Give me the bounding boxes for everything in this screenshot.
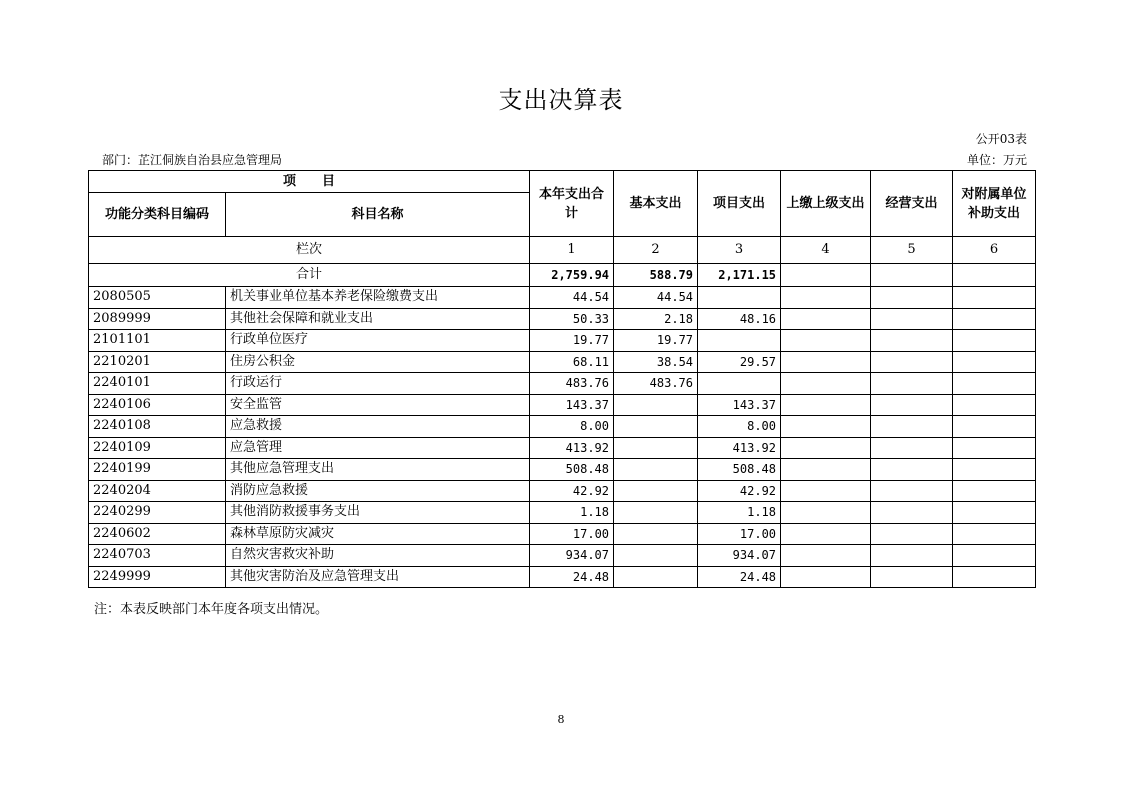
row-value: [953, 351, 1036, 373]
row-value: 413.92: [530, 437, 614, 459]
row-value: 508.48: [698, 459, 781, 481]
footnote: 注：本表反映部门本年度各项支出情况。: [94, 602, 329, 617]
header-col-total: 本年支出合计: [530, 171, 614, 237]
row-name: 消防应急救援: [226, 480, 530, 502]
row-name: 行政运行: [226, 373, 530, 395]
table-row: [89, 394, 1036, 416]
table-row: [89, 480, 1036, 502]
row-value: [614, 523, 698, 545]
row-value: [871, 437, 953, 459]
row-value: [781, 373, 871, 395]
header-col-operating: 经营支出: [871, 171, 953, 237]
row-value: 17.00: [698, 523, 781, 545]
row-value: [698, 287, 781, 309]
row-value: 1.18: [698, 502, 781, 524]
row-code: 2240703: [89, 545, 226, 567]
row-value: [871, 545, 953, 567]
row-code: 2240101: [89, 373, 226, 395]
row-value: 934.07: [530, 545, 614, 567]
row-code: 2240204: [89, 480, 226, 502]
row-value: [953, 308, 1036, 330]
total-value: [781, 264, 871, 287]
header-col-basic: 基本支出: [614, 171, 698, 237]
row-value: 42.92: [698, 480, 781, 502]
table-row: [89, 437, 1036, 459]
row-value: [781, 523, 871, 545]
row-value: [871, 416, 953, 438]
form-number: 公开03表: [975, 132, 1027, 146]
row-value: [698, 330, 781, 352]
row-code: 2210201: [89, 351, 226, 373]
table-row: [89, 459, 1036, 481]
row-value: [953, 373, 1036, 395]
row-value: [614, 545, 698, 567]
row-code: 2080505: [89, 287, 226, 309]
row-value: 24.48: [698, 566, 781, 588]
row-code: 2240109: [89, 437, 226, 459]
row-value: [953, 287, 1036, 309]
row-value: 50.33: [530, 308, 614, 330]
column-no-label: 栏次: [89, 237, 530, 264]
row-value: 68.11: [530, 351, 614, 373]
row-value: [781, 545, 871, 567]
column-no: 4: [781, 237, 871, 264]
row-value: [781, 308, 871, 330]
row-value: 483.76: [530, 373, 614, 395]
unit-label: 单位：万元: [966, 153, 1027, 167]
row-name: 安全监管: [226, 394, 530, 416]
column-no: 6: [953, 237, 1036, 264]
row-code: 2089999: [89, 308, 226, 330]
total-label: 合计: [89, 264, 530, 287]
table-row: [89, 502, 1036, 524]
column-no: 1: [530, 237, 614, 264]
row-value: 44.54: [614, 287, 698, 309]
row-value: [614, 416, 698, 438]
row-value: [953, 459, 1036, 481]
row-value: [871, 394, 953, 416]
row-value: [871, 287, 953, 309]
row-value: [953, 502, 1036, 524]
row-value: 17.00: [530, 523, 614, 545]
table-row: [89, 373, 1036, 395]
row-value: 38.54: [614, 351, 698, 373]
row-value: [871, 566, 953, 588]
row-value: 29.57: [698, 351, 781, 373]
row-value: [871, 459, 953, 481]
row-value: 19.77: [530, 330, 614, 352]
row-value: [781, 437, 871, 459]
row-value: [871, 523, 953, 545]
row-code: 2240602: [89, 523, 226, 545]
row-name: 森林草原防灾减灾: [226, 523, 530, 545]
row-value: [781, 566, 871, 588]
row-value: [614, 394, 698, 416]
row-value: 143.37: [698, 394, 781, 416]
header-project: 项 目: [89, 171, 530, 193]
row-value: [614, 502, 698, 524]
row-value: [614, 566, 698, 588]
total-value: 2,171.15: [698, 264, 781, 287]
row-name: 行政单位医疗: [226, 330, 530, 352]
row-value: [614, 437, 698, 459]
row-name: 自然灾害救灾补助: [226, 545, 530, 567]
row-value: 42.92: [530, 480, 614, 502]
row-value: 19.77: [614, 330, 698, 352]
row-value: 934.07: [698, 545, 781, 567]
header-name: 科目名称: [226, 193, 530, 237]
table-row: [89, 287, 1036, 309]
row-name: 其他消防救援事务支出: [226, 502, 530, 524]
column-no: 3: [698, 237, 781, 264]
total-value: 2,759.94: [530, 264, 614, 287]
row-value: [781, 459, 871, 481]
row-value: [953, 330, 1036, 352]
row-name: 应急救援: [226, 416, 530, 438]
row-value: [871, 330, 953, 352]
row-value: [781, 287, 871, 309]
row-name: 其他社会保障和就业支出: [226, 308, 530, 330]
row-value: 413.92: [698, 437, 781, 459]
header-col-remit: 上缴上级支出: [781, 171, 871, 237]
table-row: [89, 545, 1036, 567]
row-value: [871, 308, 953, 330]
row-value: 1.18: [530, 502, 614, 524]
row-name: 应急管理: [226, 437, 530, 459]
row-value: 483.76: [614, 373, 698, 395]
row-value: [953, 416, 1036, 438]
column-no: 5: [871, 237, 953, 264]
row-value: [871, 373, 953, 395]
row-value: [953, 480, 1036, 502]
row-code: 2240108: [89, 416, 226, 438]
row-value: [781, 416, 871, 438]
page-title: 支出决算表: [498, 86, 624, 114]
table-row: [89, 308, 1036, 330]
table-row: [89, 330, 1036, 352]
row-value: [953, 566, 1036, 588]
row-value: [953, 523, 1036, 545]
row-value: [871, 502, 953, 524]
table-row: [89, 523, 1036, 545]
row-value: 143.37: [530, 394, 614, 416]
row-value: [871, 351, 953, 373]
table-row: [89, 566, 1036, 588]
row-value: [698, 373, 781, 395]
row-value: 8.00: [698, 416, 781, 438]
row-value: [953, 545, 1036, 567]
row-value: 48.16: [698, 308, 781, 330]
row-value: [614, 480, 698, 502]
total-value: [953, 264, 1036, 287]
row-value: 24.48: [530, 566, 614, 588]
row-value: [953, 394, 1036, 416]
header-col-subsidy: 对附属单位补助支出: [953, 171, 1036, 237]
total-value: 588.79: [614, 264, 698, 287]
header-col-project: 项目支出: [698, 171, 781, 237]
row-name: 住房公积金: [226, 351, 530, 373]
row-value: 8.00: [530, 416, 614, 438]
row-code: 2240299: [89, 502, 226, 524]
row-value: [781, 330, 871, 352]
page-number: 8: [557, 713, 565, 726]
total-row: [89, 264, 1036, 287]
table-row: [89, 416, 1036, 438]
row-code: 2240199: [89, 459, 226, 481]
row-value: 2.18: [614, 308, 698, 330]
row-value: [614, 459, 698, 481]
column-no: 2: [614, 237, 698, 264]
expenditure-table: [88, 170, 1036, 588]
row-value: [781, 351, 871, 373]
department-label: 部门：芷江侗族自治县应急管理局: [102, 153, 283, 167]
row-value: [871, 480, 953, 502]
row-value: 44.54: [530, 287, 614, 309]
row-value: [781, 480, 871, 502]
total-value: [871, 264, 953, 287]
row-value: [781, 394, 871, 416]
row-code: 2249999: [89, 566, 226, 588]
row-value: [781, 502, 871, 524]
header-code: 功能分类科目编码: [89, 193, 226, 237]
table-row: [89, 351, 1036, 373]
row-name: 机关事业单位基本养老保险缴费支出: [226, 287, 530, 309]
row-value: [953, 437, 1036, 459]
row-code: 2240106: [89, 394, 226, 416]
row-name: 其他灾害防治及应急管理支出: [226, 566, 530, 588]
row-value: 508.48: [530, 459, 614, 481]
row-name: 其他应急管理支出: [226, 459, 530, 481]
row-code: 2101101: [89, 330, 226, 352]
